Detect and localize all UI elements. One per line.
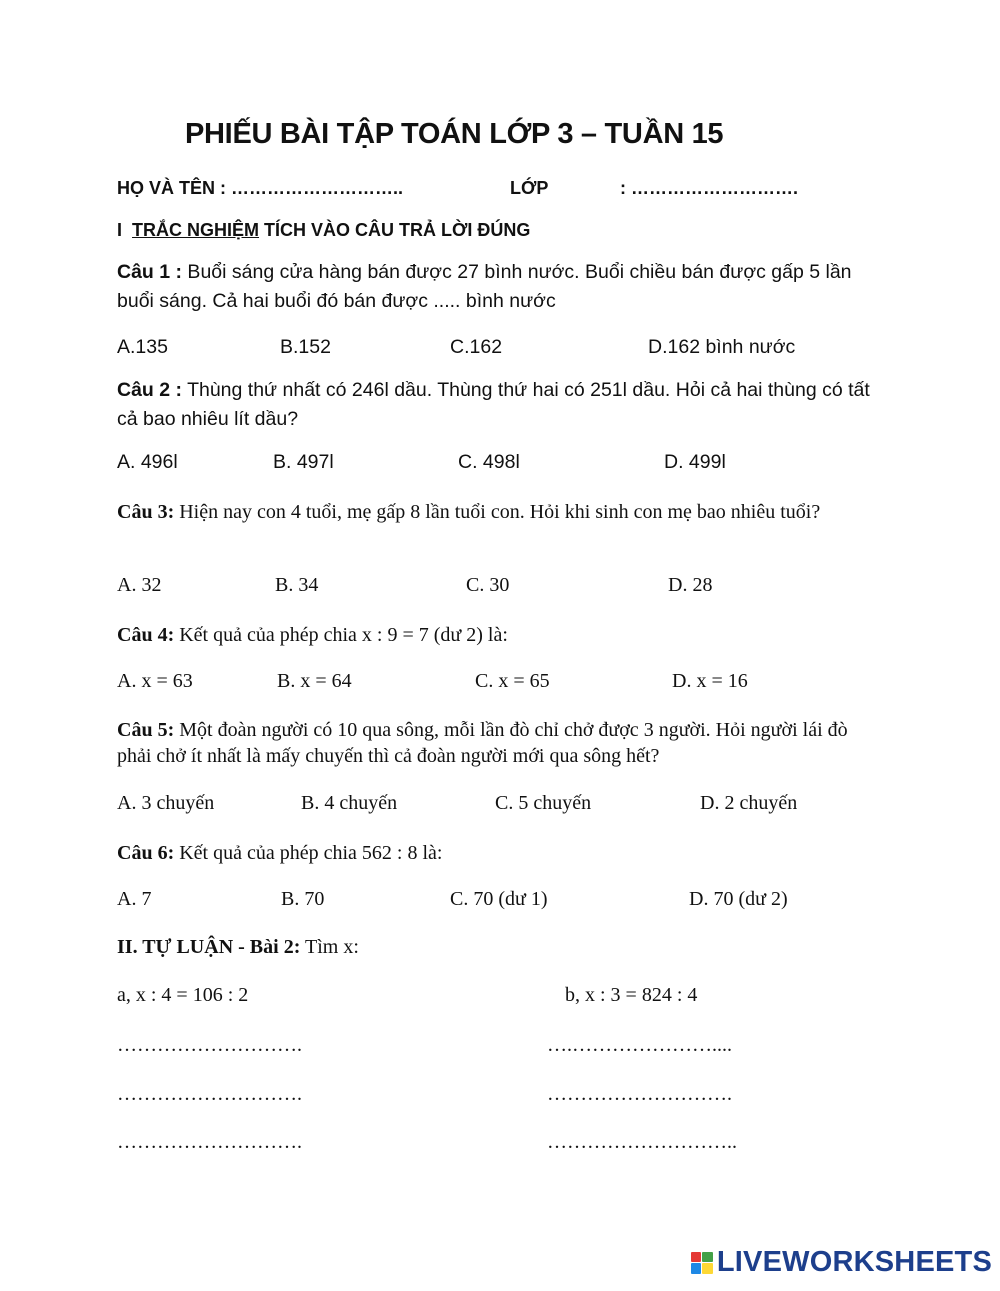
question-3-option-b[interactable]: B. 34 [275,574,319,596]
question-2-option-a[interactable]: A. 496l [117,451,178,473]
question-6-option-a[interactable]: A. 7 [117,888,152,910]
question-1-option-a[interactable]: A.135 [117,336,168,358]
question-2-text: Thùng thứ nhất có 246l dầu. Thùng thứ hai có 251l dầu. Hỏi cả hai thùng có tất cả bao nhiêu lít dầu? [117,379,870,430]
question-3-option-c[interactable]: C. 30 [466,574,510,596]
answer-line-b-1[interactable]: ….………………….... [547,1034,732,1056]
answer-line-b-3[interactable]: ……………………….. [547,1131,737,1153]
question-6 [117,840,877,866]
question-4-option-c[interactable]: C. x = 65 [475,670,550,692]
question-6-option-c[interactable]: C. 70 (dư 1) [450,888,548,910]
question-5-option-a[interactable]: A. 3 chuyến [117,792,215,814]
question-5-option-b[interactable]: B. 4 chuyến [301,792,398,814]
question-2 [117,376,887,434]
answer-line-a-2[interactable]: ………………………. [117,1083,302,1105]
question-3 [117,499,877,525]
question-3-text: Hiện nay con 4 tuổi, mẹ gấp 8 lần tuổi con. Hỏi khi sinh con mẹ bao nhiêu tuổi? [174,501,821,523]
question-3-option-d[interactable]: D. 28 [668,574,713,596]
question-4 [117,622,877,648]
question-2-option-d[interactable]: D. 499l [664,451,726,473]
question-4-option-a[interactable]: A. x = 63 [117,670,193,692]
question-4-option-b[interactable]: B. x = 64 [277,670,352,692]
class-field-dots: : ………………………. [620,178,798,198]
question-4-text: Kết quả của phép chia x : 9 = 7 (dư 2) là: [174,624,508,646]
answer-line-b-2[interactable]: ………………………. [547,1083,732,1105]
question-5 [117,717,877,769]
question-5-text: Một đoàn người có 10 qua sông, mỗi lần đò chỉ chở được 3 người. Hỏi người lái đò phải chở ít nhất là mấy chuyến thì cả đoàn người mới qua sông hết? [117,719,848,767]
section-2-heading [117,936,359,959]
question-1 [117,258,887,316]
answer-line-a-3[interactable]: ………………………. [117,1131,302,1153]
logo-grid-icon [691,1252,713,1274]
exercise-part-a: a, x : 4 = 106 : 2 [117,984,249,1006]
name-field-label: HỌ VÀ TÊN : ……………………….. [117,178,404,198]
question-1-option-d[interactable]: D.162 bình nước [648,336,796,358]
question-4-label: Câu 4: [117,624,175,646]
question-5-option-d[interactable]: D. 2 chuyến [700,792,798,814]
question-6-option-d[interactable]: D. 70 (dư 2) [689,888,788,910]
question-1-text: Buổi sáng cửa hàng bán được 27 bình nước. Buổi chiều bán được gấp 5 lần buổi sáng. Cả hai buổi đó bán được ..... bình nước [117,261,852,312]
question-5-option-c[interactable]: C. 5 chuyến [495,792,592,814]
section-2-text: Tìm x: [300,936,359,958]
question-2-label: Câu 2 : [117,379,183,401]
question-6-label: Câu 6: [117,842,175,864]
question-2-option-c[interactable]: C. 498l [458,451,520,473]
section-1-underlined: TRẮC NGHIỆM [132,220,260,240]
page-title: PHIẾU BÀI TẬP TOÁN LỚP 3 – TUẦN 15 [185,118,724,150]
answer-line-a-1[interactable]: ………………………. [117,1034,302,1056]
exercise-part-b: b, x : 3 = 824 : 4 [565,984,698,1006]
question-6-option-b[interactable]: B. 70 [281,888,325,910]
section-1-heading [117,220,530,241]
section-2-label: II. TỰ LUẬN - Bài 2: [117,936,301,958]
question-2-option-b[interactable]: B. 497l [273,451,334,473]
question-4-option-d[interactable]: D. x = 16 [672,670,748,692]
logo-text: LIVEWORKSHEETS [716,1246,992,1278]
class-field-label: LỚP [510,178,549,198]
liveworksheets-logo [691,1246,992,1279]
question-3-option-a[interactable]: A. 32 [117,574,162,596]
question-6-text: Kết quả của phép chia 562 : 8 là: [174,842,443,864]
question-3-label: Câu 3: [117,501,175,523]
question-1-option-c[interactable]: C.162 [450,336,503,358]
section-1-roman: I [117,220,123,240]
question-5-label: Câu 5: [117,719,175,741]
section-1-rest: TÍCH VÀO CÂU TRẢ LỜI ĐÚNG [259,220,531,240]
question-1-label: Câu 1 : [117,261,183,283]
question-1-option-b[interactable]: B.152 [280,336,331,358]
